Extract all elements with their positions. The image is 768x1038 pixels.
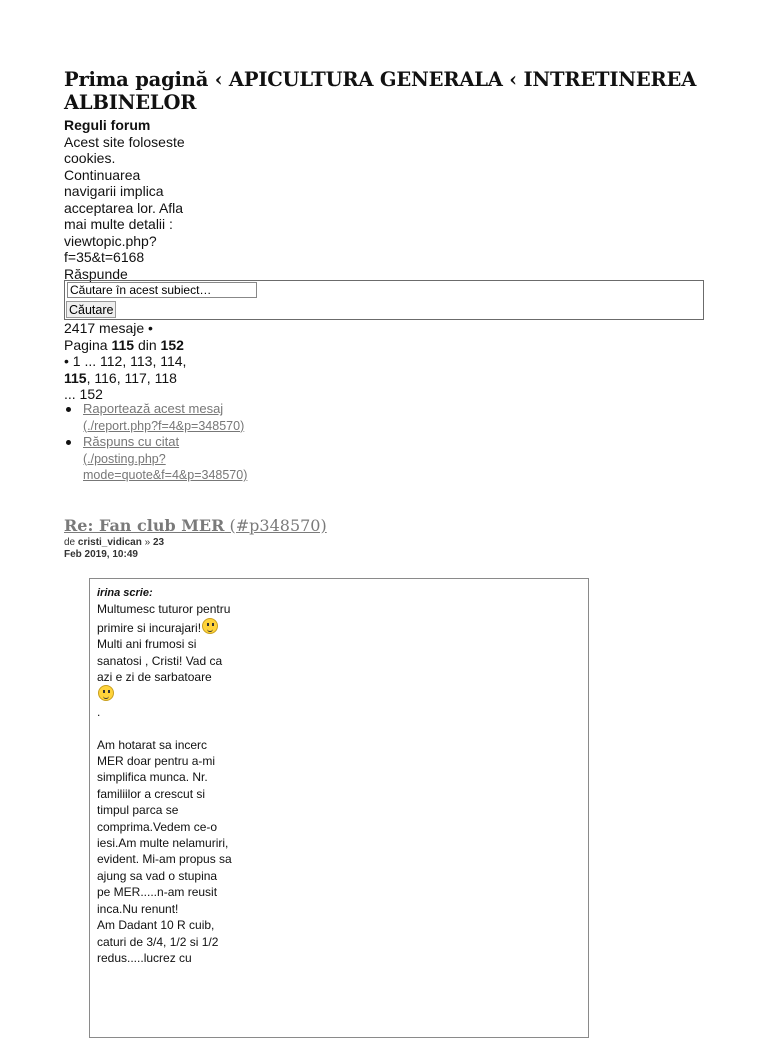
rules-line: Acest site foloseste — [64, 133, 185, 150]
quote-content — [97, 585, 232, 966]
quote-line: Multi ani frumosi si sanatosi , Cristi! Vad ca azi e zi de sarbatoare — [97, 637, 223, 685]
page-links-before[interactable]: • 1 ... 112, 113, 114, — [64, 353, 187, 369]
quote-reply-label[interactable]: Răspuns cu citat — [83, 434, 180, 449]
topic-search-box — [64, 280, 704, 320]
page-indicator — [64, 337, 192, 354]
search-button[interactable]: Căutare — [66, 301, 116, 318]
quote-paragraph: Am hotarat sa incerc MER doar pentru a-mi simplifica munca. Nr. familiilor a crescut si timpul parca se comprima.Vedem ce-o iesi.Am multe nelamuriri, evident. Mi-am propus sa ajung sa vad o stupina pe MER.....n-am reusit inca.Nu renunt! — [97, 737, 232, 916]
page-links-after[interactable]: , 116, 117, 118 — [86, 369, 177, 386]
quote-line: Multumesc tuturor pentru primire si incurajari! — [97, 602, 231, 635]
rules-line: navigarii implica — [64, 183, 164, 199]
page-title — [64, 68, 704, 114]
breadcrumb-separator: ‹ — [208, 68, 229, 91]
quote-reply-url[interactable]: (./posting.php?mode=quote&f=4&p=348570) — [83, 451, 248, 482]
quote-text — [97, 636, 232, 704]
quote-action — [64, 434, 264, 484]
post-title-link[interactable] — [64, 516, 327, 535]
post-anchor[interactable]: (#p348570) — [224, 516, 327, 535]
post-author[interactable]: cristi_vidican — [77, 537, 142, 548]
quote-author: irina scrie: — [97, 587, 153, 599]
wink-smiley-icon — [202, 618, 218, 634]
quote-text — [97, 601, 232, 636]
wink-smiley-icon — [98, 685, 114, 701]
report-link[interactable] — [83, 401, 244, 433]
forum-rules — [64, 117, 204, 282]
page-link-current: 115 — [64, 369, 87, 386]
reply-link[interactable]: Răspunde — [64, 265, 128, 282]
rules-line: f=35&t=6168 — [64, 249, 145, 265]
of-word: din — [137, 336, 157, 353]
report-url[interactable]: (./report.php?f=4&p=348570) — [83, 418, 245, 433]
breadcrumb-separator: ‹ — [502, 68, 524, 91]
report-action — [64, 401, 264, 434]
post-meta — [64, 537, 174, 560]
message-count: 2417 mesaje • — [64, 320, 153, 336]
quote-paragraph: Am Dadant 10 R cuib, caturi de 3/4, 1/2 si 1/2 redus.....lucrez cu — [97, 918, 219, 965]
post-date: 23 Feb 2019, 10:49 — [64, 537, 165, 560]
post-title[interactable]: Re: Fan club MER — [64, 516, 225, 535]
total-pages: 152 — [160, 336, 184, 353]
page-link-last[interactable]: ... 152 — [64, 386, 103, 402]
quote-line: . — [97, 704, 101, 719]
page-word: Pagina — [64, 336, 108, 353]
rules-line: viewtopic.php? — [64, 232, 157, 249]
breadcrumb-topic[interactable]: INTRETINEREA ALBINELOR — [64, 68, 697, 114]
page-links[interactable] — [64, 353, 192, 386]
rules-title: Reguli forum — [64, 117, 151, 133]
meta-sep: » — [141, 537, 153, 548]
by-word: de — [64, 537, 76, 548]
pagination — [64, 320, 192, 403]
breadcrumb-forum[interactable]: APICULTURA GENERALA — [228, 68, 503, 91]
rules-line: acceptarea lor. Afla — [64, 199, 184, 216]
quote-reply-link[interactable] — [83, 434, 247, 482]
current-page: 115 — [111, 336, 135, 353]
post-actions — [64, 401, 264, 484]
rules-line: cookies. — [64, 150, 116, 166]
search-input[interactable] — [67, 282, 257, 298]
breadcrumb-home[interactable]: Prima pagină — [64, 68, 209, 91]
rules-line: Continuarea — [64, 166, 141, 183]
rules-line: mai multe detalii : — [64, 216, 173, 232]
report-label[interactable]: Raportează acest mesaj — [83, 401, 224, 416]
